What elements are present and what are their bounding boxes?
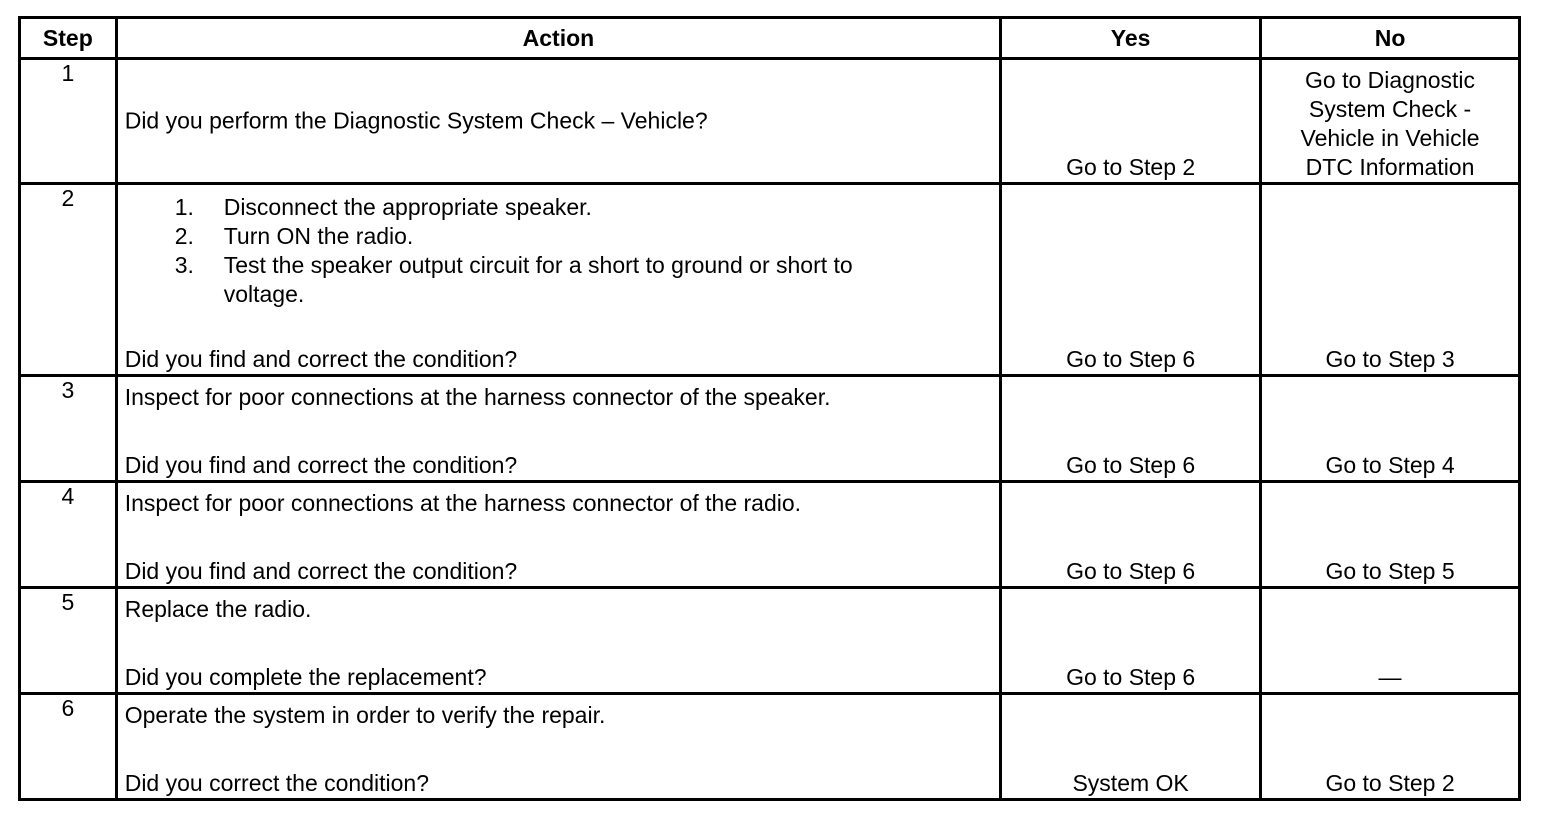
instruction-list bbox=[175, 193, 929, 309]
no-answer-line: System Check - bbox=[1308, 96, 1472, 122]
instruction-text: Test the speaker output circuit for a short to ground or short to voltage. bbox=[223, 252, 853, 307]
yes-cell bbox=[1001, 482, 1261, 588]
header-yes: Yes bbox=[1001, 18, 1261, 59]
yes-cell bbox=[1001, 588, 1261, 694]
no-answer: — bbox=[1378, 664, 1402, 690]
action-question: Did you find and correct the condition? bbox=[124, 558, 518, 584]
step-number: 6 bbox=[20, 694, 117, 800]
action-cell bbox=[116, 376, 1000, 482]
table-row bbox=[20, 59, 1520, 184]
instruction-text: Turn ON the radio. bbox=[223, 223, 414, 249]
action-cell bbox=[116, 184, 1000, 376]
step-number: 5 bbox=[20, 588, 117, 694]
action-cell bbox=[116, 59, 1000, 184]
no-cell bbox=[1261, 184, 1520, 376]
diagnostic-table bbox=[18, 16, 1521, 801]
action-cell bbox=[116, 588, 1000, 694]
table-row bbox=[20, 588, 1520, 694]
yes-cell bbox=[1001, 694, 1261, 800]
table-row bbox=[20, 376, 1520, 482]
table-row bbox=[20, 694, 1520, 800]
header-action: Action bbox=[116, 18, 1000, 59]
instruction-number: 3. bbox=[174, 252, 194, 278]
no-cell bbox=[1261, 59, 1520, 184]
step-number: 3 bbox=[20, 376, 117, 482]
instruction-text: Disconnect the appropriate speaker. bbox=[223, 194, 592, 220]
yes-answer: Go to Step 6 bbox=[1066, 664, 1196, 690]
action-text: Inspect for poor connections at the harness connector of the radio. bbox=[124, 490, 802, 516]
yes-cell bbox=[1001, 59, 1261, 184]
instruction-item bbox=[175, 222, 929, 251]
yes-answer: System OK bbox=[1072, 770, 1189, 796]
action-text: Inspect for poor connections at the harness connector of the speaker. bbox=[124, 384, 831, 410]
instruction-number: 2. bbox=[174, 223, 194, 249]
action-question: Did you find and correct the condition? bbox=[124, 452, 518, 478]
yes-answer: Go to Step 6 bbox=[1066, 558, 1196, 584]
table-row bbox=[20, 482, 1520, 588]
no-answer: Go to Step 5 bbox=[1325, 558, 1455, 584]
table-row bbox=[20, 184, 1520, 376]
no-cell bbox=[1261, 376, 1520, 482]
instruction-number: 1. bbox=[174, 194, 194, 220]
yes-answer: Go to Step 2 bbox=[1066, 154, 1196, 180]
instruction-item bbox=[175, 193, 929, 222]
action-question: Did you perform the Diagnostic System Check – Vehicle? bbox=[124, 107, 708, 134]
action-cell bbox=[116, 694, 1000, 800]
action-cell bbox=[116, 482, 1000, 588]
header-step: Step bbox=[20, 18, 117, 59]
step-number: 2 bbox=[20, 184, 117, 376]
instruction-item bbox=[175, 251, 929, 309]
no-cell bbox=[1261, 482, 1520, 588]
no-answer: Go to Step 2 bbox=[1325, 770, 1455, 796]
no-answer bbox=[1262, 66, 1518, 182]
header-no: No bbox=[1261, 18, 1520, 59]
yes-cell bbox=[1001, 376, 1261, 482]
no-cell bbox=[1261, 694, 1520, 800]
step-number: 1 bbox=[20, 59, 117, 184]
no-answer-line: Vehicle in Vehicle bbox=[1300, 125, 1480, 151]
yes-answer: Go to Step 6 bbox=[1066, 452, 1196, 478]
action-text: Replace the radio. bbox=[124, 596, 312, 622]
yes-answer: Go to Step 6 bbox=[1066, 346, 1196, 372]
yes-cell bbox=[1001, 184, 1261, 376]
no-answer-line: Go to Diagnostic bbox=[1305, 67, 1476, 93]
action-question: Did you complete the replacement? bbox=[124, 664, 487, 690]
step-number: 4 bbox=[20, 482, 117, 588]
no-cell bbox=[1261, 588, 1520, 694]
header-row bbox=[20, 18, 1520, 59]
action-question: Did you correct the condition? bbox=[124, 770, 429, 796]
action-text: Operate the system in order to verify the repair. bbox=[124, 702, 606, 728]
no-answer-line: DTC Information bbox=[1305, 154, 1475, 180]
no-answer: Go to Step 3 bbox=[1325, 346, 1455, 372]
action-question: Did you find and correct the condition? bbox=[124, 346, 518, 372]
no-answer: Go to Step 4 bbox=[1325, 452, 1455, 478]
